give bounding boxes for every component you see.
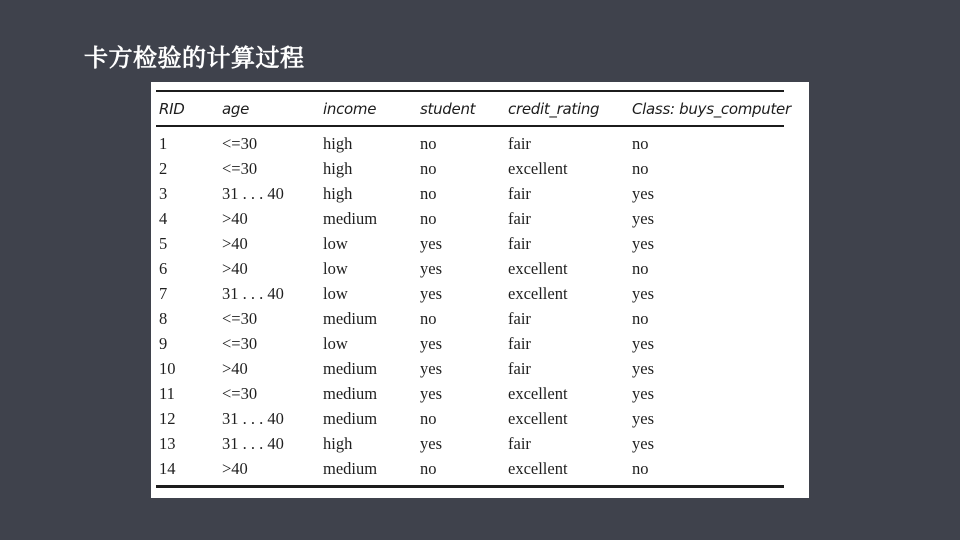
table-top-rule: [156, 90, 784, 92]
cell-income: low: [323, 284, 348, 303]
cell-credit-rating: excellent: [508, 259, 568, 278]
cell-rid: 5: [159, 234, 168, 253]
cell-credit-rating: fair: [508, 209, 531, 228]
table-row: [151, 306, 809, 331]
cell-rid: 4: [159, 209, 168, 228]
cell-age: >40: [222, 209, 248, 228]
cell-class: no: [632, 309, 649, 328]
cell-class: yes: [632, 234, 654, 253]
cell-class: yes: [632, 334, 654, 353]
cell-income: high: [323, 159, 353, 178]
header-class-buys-computer: Class: buys_computer: [632, 100, 791, 118]
cell-income: medium: [323, 209, 378, 228]
table-row: [151, 231, 809, 256]
cell-rid: 6: [159, 259, 168, 278]
cell-income: medium: [323, 384, 378, 403]
cell-credit-rating: fair: [508, 359, 531, 378]
data-table: [151, 82, 809, 498]
cell-rid: 8: [159, 309, 168, 328]
cell-rid: 1: [159, 134, 168, 153]
cell-income: low: [323, 259, 348, 278]
table-row: [151, 181, 809, 206]
cell-credit-rating: fair: [508, 134, 531, 153]
cell-age: >40: [222, 359, 248, 378]
table-row: [151, 456, 809, 481]
cell-student: yes: [420, 234, 442, 253]
cell-student: no: [420, 309, 437, 328]
cell-credit-rating: fair: [508, 234, 531, 253]
cell-credit-rating: fair: [508, 309, 531, 328]
cell-income: medium: [323, 409, 378, 428]
cell-age: 31 . . . 40: [222, 184, 284, 203]
cell-student: no: [420, 209, 437, 228]
cell-credit-rating: fair: [508, 434, 531, 453]
cell-student: yes: [420, 259, 442, 278]
cell-age: 31 . . . 40: [222, 434, 284, 453]
table-row: [151, 131, 809, 156]
cell-age: 31 . . . 40: [222, 284, 284, 303]
cell-rid: 7: [159, 284, 168, 303]
cell-income: high: [323, 434, 353, 453]
table-row: [151, 206, 809, 231]
cell-student: no: [420, 159, 437, 178]
cell-credit-rating: excellent: [508, 384, 568, 403]
cell-credit-rating: fair: [508, 334, 531, 353]
cell-student: no: [420, 184, 437, 203]
cell-class: no: [632, 159, 649, 178]
cell-age: <=30: [222, 134, 258, 153]
header-student: student: [420, 100, 476, 118]
cell-rid: 10: [159, 359, 176, 378]
cell-age: <=30: [222, 309, 258, 328]
header-income: income: [323, 100, 377, 118]
cell-class: yes: [632, 434, 654, 453]
cell-class: yes: [632, 384, 654, 403]
header-credit-rating: credit_rating: [508, 100, 600, 118]
header-age: age: [222, 100, 250, 118]
cell-age: <=30: [222, 334, 258, 353]
cell-rid: 13: [159, 434, 176, 453]
cell-class: yes: [632, 409, 654, 428]
table-row: [151, 406, 809, 431]
table-header-rule: [156, 125, 784, 127]
cell-age: >40: [222, 459, 248, 478]
cell-class: no: [632, 134, 649, 153]
cell-class: no: [632, 459, 649, 478]
cell-age: 31 . . . 40: [222, 409, 284, 428]
cell-rid: 3: [159, 184, 168, 203]
cell-credit-rating: excellent: [508, 459, 568, 478]
cell-class: yes: [632, 359, 654, 378]
cell-income: low: [323, 334, 348, 353]
cell-rid: 2: [159, 159, 168, 178]
table-row: [151, 281, 809, 306]
cell-income: medium: [323, 309, 378, 328]
cell-credit-rating: fair: [508, 184, 531, 203]
cell-credit-rating: excellent: [508, 159, 568, 178]
cell-class: yes: [632, 209, 654, 228]
table-row: [151, 431, 809, 456]
cell-age: >40: [222, 259, 248, 278]
cell-rid: 11: [159, 384, 175, 403]
table-bottom-rule: [156, 485, 784, 488]
cell-class: yes: [632, 284, 654, 303]
cell-age: <=30: [222, 384, 258, 403]
cell-student: yes: [420, 434, 442, 453]
table-row: [151, 156, 809, 181]
cell-student: no: [420, 134, 437, 153]
cell-income: high: [323, 184, 353, 203]
table-row: [151, 356, 809, 381]
cell-rid: 9: [159, 334, 168, 353]
cell-class: yes: [632, 184, 654, 203]
cell-income: low: [323, 234, 348, 253]
slide-title: 卡方检验的计算过程: [84, 44, 305, 72]
cell-student: yes: [420, 359, 442, 378]
cell-age: >40: [222, 234, 248, 253]
cell-credit-rating: excellent: [508, 284, 568, 303]
cell-income: high: [323, 134, 353, 153]
cell-credit-rating: excellent: [508, 409, 568, 428]
cell-income: medium: [323, 359, 378, 378]
cell-class: no: [632, 259, 649, 278]
table-row: [151, 256, 809, 281]
cell-student: yes: [420, 334, 442, 353]
cell-student: yes: [420, 384, 442, 403]
cell-student: yes: [420, 284, 442, 303]
cell-student: no: [420, 459, 437, 478]
cell-income: medium: [323, 459, 378, 478]
cell-student: no: [420, 409, 437, 428]
header-rid: RID: [159, 100, 185, 118]
table-row: [151, 381, 809, 406]
cell-rid: 12: [159, 409, 176, 428]
table-row: [151, 331, 809, 356]
cell-rid: 14: [159, 459, 176, 478]
cell-age: <=30: [222, 159, 258, 178]
